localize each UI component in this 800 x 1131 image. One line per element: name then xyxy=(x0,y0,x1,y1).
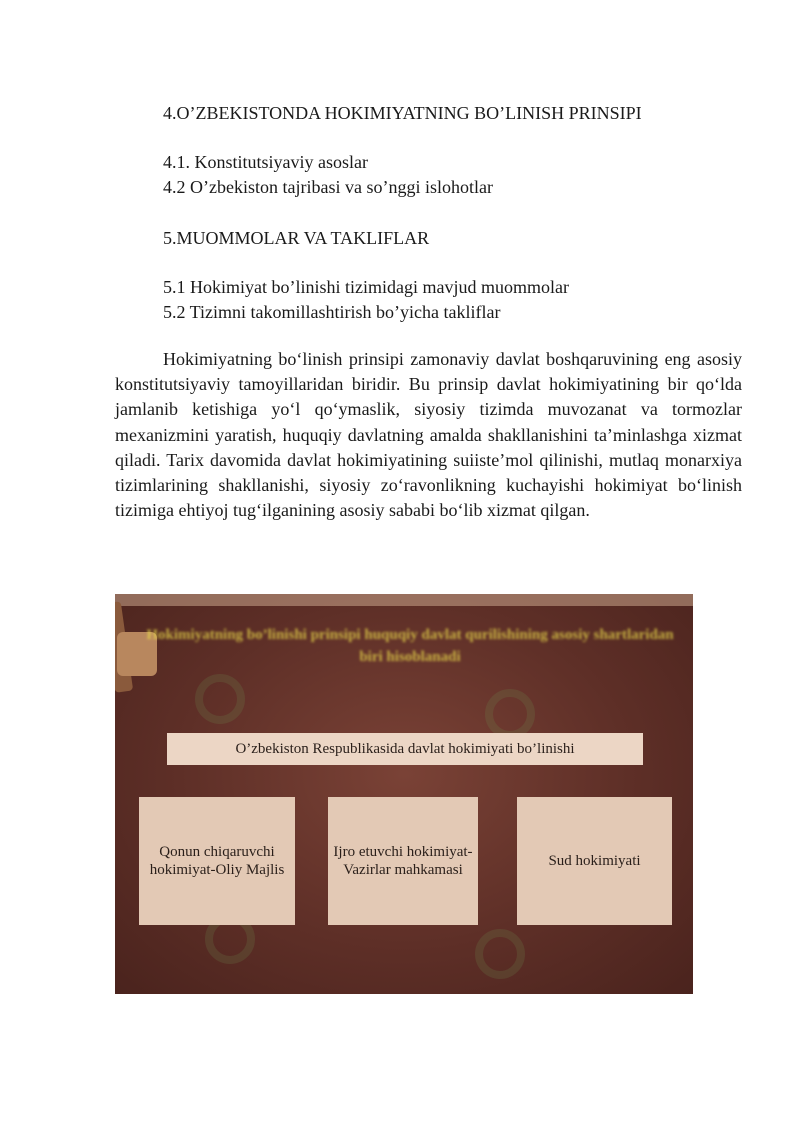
subsection-4-1: 4.1. Konstitutsiyaviy asoslar xyxy=(163,152,368,172)
separation-of-powers-figure xyxy=(115,594,693,994)
executive-box: Ijro etuvchi hokimiyat-Vazirlar mahkamasi xyxy=(328,797,478,925)
watermark-icon xyxy=(475,929,525,979)
legislative-box: Qonun chiqaruvchi hokimiyat-Oliy Majlis xyxy=(139,797,295,925)
subsection-5-2: 5.2 Tizimni takomillashtirish bo’yicha takliflar xyxy=(163,302,501,322)
subsection-5-1: 5.1 Hokimiyat bo’linishi tizimidagi mavjud muommolar xyxy=(163,277,569,297)
watermark-icon xyxy=(195,674,245,724)
watermark-icon xyxy=(485,689,535,739)
figure-banner: O’zbekiston Respublikasida davlat hokimiyati bo’linishi xyxy=(167,733,643,765)
subsection-4-2: 4.2 O’zbekiston tajribasi va so’nggi islohotlar xyxy=(163,177,493,197)
figure-blurred-caption: Hokimiyatning bo’linishi prinsipi huquqiy davlat qurilishining asosiy shartlaridan biri hisoblanadi xyxy=(146,627,674,665)
body-paragraph: Hokimiyatning boʻlinish prinsipi zamonaviy davlat boshqaruvining eng asosiy konstitutsiyaviy tamoyillaridan biridir. Bu prinsip davlat hokimiyatining bir qoʻlda jamlanib ketishiga yoʻl qoʻymaslik, siyosiy tizimda muvozanat va tormozlar mexanizmini yaratish, huquqiy davlatning amalda shakllanishini taʼminlashga xizmat qiladi. Tarix davomida davlat hokimiyatining suiisteʼmol qilinishi, mutlaq monarxiya tizimlarining shakllanishi, siyosiy zoʻravonlikning kuchayishi hokimiyat boʻlinish tizimiga ehtiyoj tugʻilganining asosiy sababi boʻlib xizmat qilgan. xyxy=(115,349,742,521)
figure-top-frame xyxy=(115,594,693,606)
section-5-heading: 5.MUOMMOLAR VA TAKLIFLAR xyxy=(163,228,430,248)
judicial-box: Sud hokimiyati xyxy=(517,797,672,925)
section-4-heading: 4.O’ZBEKISTONDA HOKIMIYATNING BO’LINISH PRINSIPI xyxy=(163,103,642,123)
